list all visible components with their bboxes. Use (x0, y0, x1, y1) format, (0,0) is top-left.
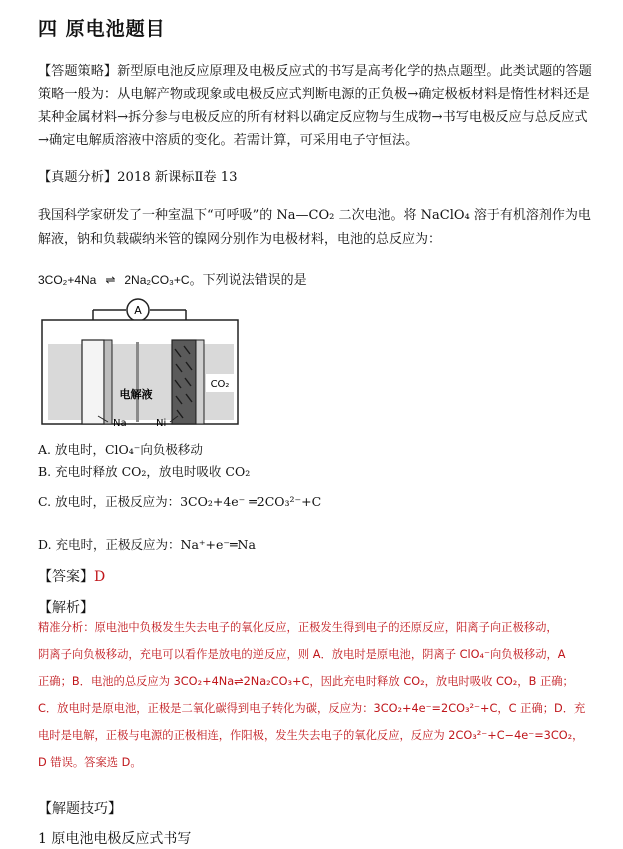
na-electrode (82, 340, 104, 424)
strategy-label: 【答题策略】 (38, 64, 118, 79)
analysis-line: 正确；B．电池的总反应为 3CO₂+4Na⇌2Na₂CO₃+C，因此充电时释放 CO₂，放电时吸收 CO₂，B 正确； (38, 675, 574, 688)
battery-diagram (38, 294, 248, 434)
analysis-line: C．放电时是原电池，正极是二氧化碳得到电子转化为碳，反应为：3CO₂+4e⁻=2CO₃²⁻+C，C 正确；D．充 (38, 702, 586, 715)
analysis-line: 电时是电解，正极与电源的正极相连，作阳极，发生失去电子的氧化反应，反应为 2CO₃²⁻+C−4e⁻=3CO₂， (38, 729, 584, 742)
question-text: 我国科学家研发了一种室温下“可呼吸”的 Na—CO₂ 二次电池。将 NaClO₄ 溶于有机溶剂作为电解液，钠和负载碳纳米管的镍网分别作为电极材料，电池的总反应为： (38, 208, 591, 247)
option-c: C. 放电时，正极反应为：3CO₂+4e⁻ ═2CO₃²⁻+C (38, 494, 322, 509)
option-b: B. 充电时释放 CO₂，放电时吸收 CO₂ (38, 464, 251, 479)
real-analysis-label: 【真题分析】 (38, 170, 118, 185)
analysis-line: D 错误。答案选 D。 (38, 756, 142, 769)
eq-right: 2Na₂CO₃+C (124, 273, 190, 287)
strategy-text: 新型原电池反应原理及电极反应式的书写是高考化学的热点题型。此类试题的答题策略一般为：从电解产物或现象或电极反应式判断电源的正负极→确定极板材料是惰性材料还是某种金属材料→拆分参与电极反应的所有材料以确定反应物与生成物→书写电极反应与总反应式→确定电解质溶液中溶质的变化。若需计算，可采用电子守恒法。 (38, 64, 592, 148)
total-reaction-equation (38, 269, 307, 288)
co2-label: CO₂ (210, 379, 230, 390)
electrolyte-label: 电解液 (119, 388, 153, 401)
real-analysis-source: 2018 新课标Ⅱ卷 13 (117, 170, 238, 185)
option-d: D. 充电时，正极反应为：Na⁺+e⁻═Na (38, 537, 256, 552)
eq-tail: 。下列说法错误的是 (189, 273, 307, 288)
ni-electrode (172, 340, 196, 424)
analysis-line: 阴离子向负极移动，充电可以看作是放电的逆反应，则 A．放电时是原电池，阴离子 ClO₄⁻向负极移动，A (38, 648, 566, 661)
na-label: Na (113, 418, 127, 429)
answer-value: D (94, 569, 106, 585)
eq-left: 3CO₂+4Na (38, 273, 97, 287)
reversible-arrow-icon: ⇌ (105, 273, 116, 287)
option-a: A. 放电时，ClO₄⁻向负极移动 (38, 442, 203, 457)
real-analysis-heading (38, 166, 238, 185)
analysis-line: 精准分析：原电池中负极发生失去电子的氧化反应，正极发生得到电子的还原反应，阳离子向正极移动， (38, 621, 558, 634)
page-title: 四 原电池题目 (38, 18, 166, 40)
ammeter-label: A (134, 304, 142, 317)
ni-label: Ni (156, 418, 167, 429)
tips-heading: 【解题技巧】 (38, 801, 122, 817)
tips-item-1: 1 原电池电极反应式书写 (38, 831, 192, 847)
analysis-body (38, 614, 600, 776)
answer-row (38, 566, 105, 586)
answer-label: 【答案】 (38, 569, 94, 585)
strategy-paragraph (38, 60, 598, 152)
analysis-heading: 【解析】 (38, 600, 94, 616)
